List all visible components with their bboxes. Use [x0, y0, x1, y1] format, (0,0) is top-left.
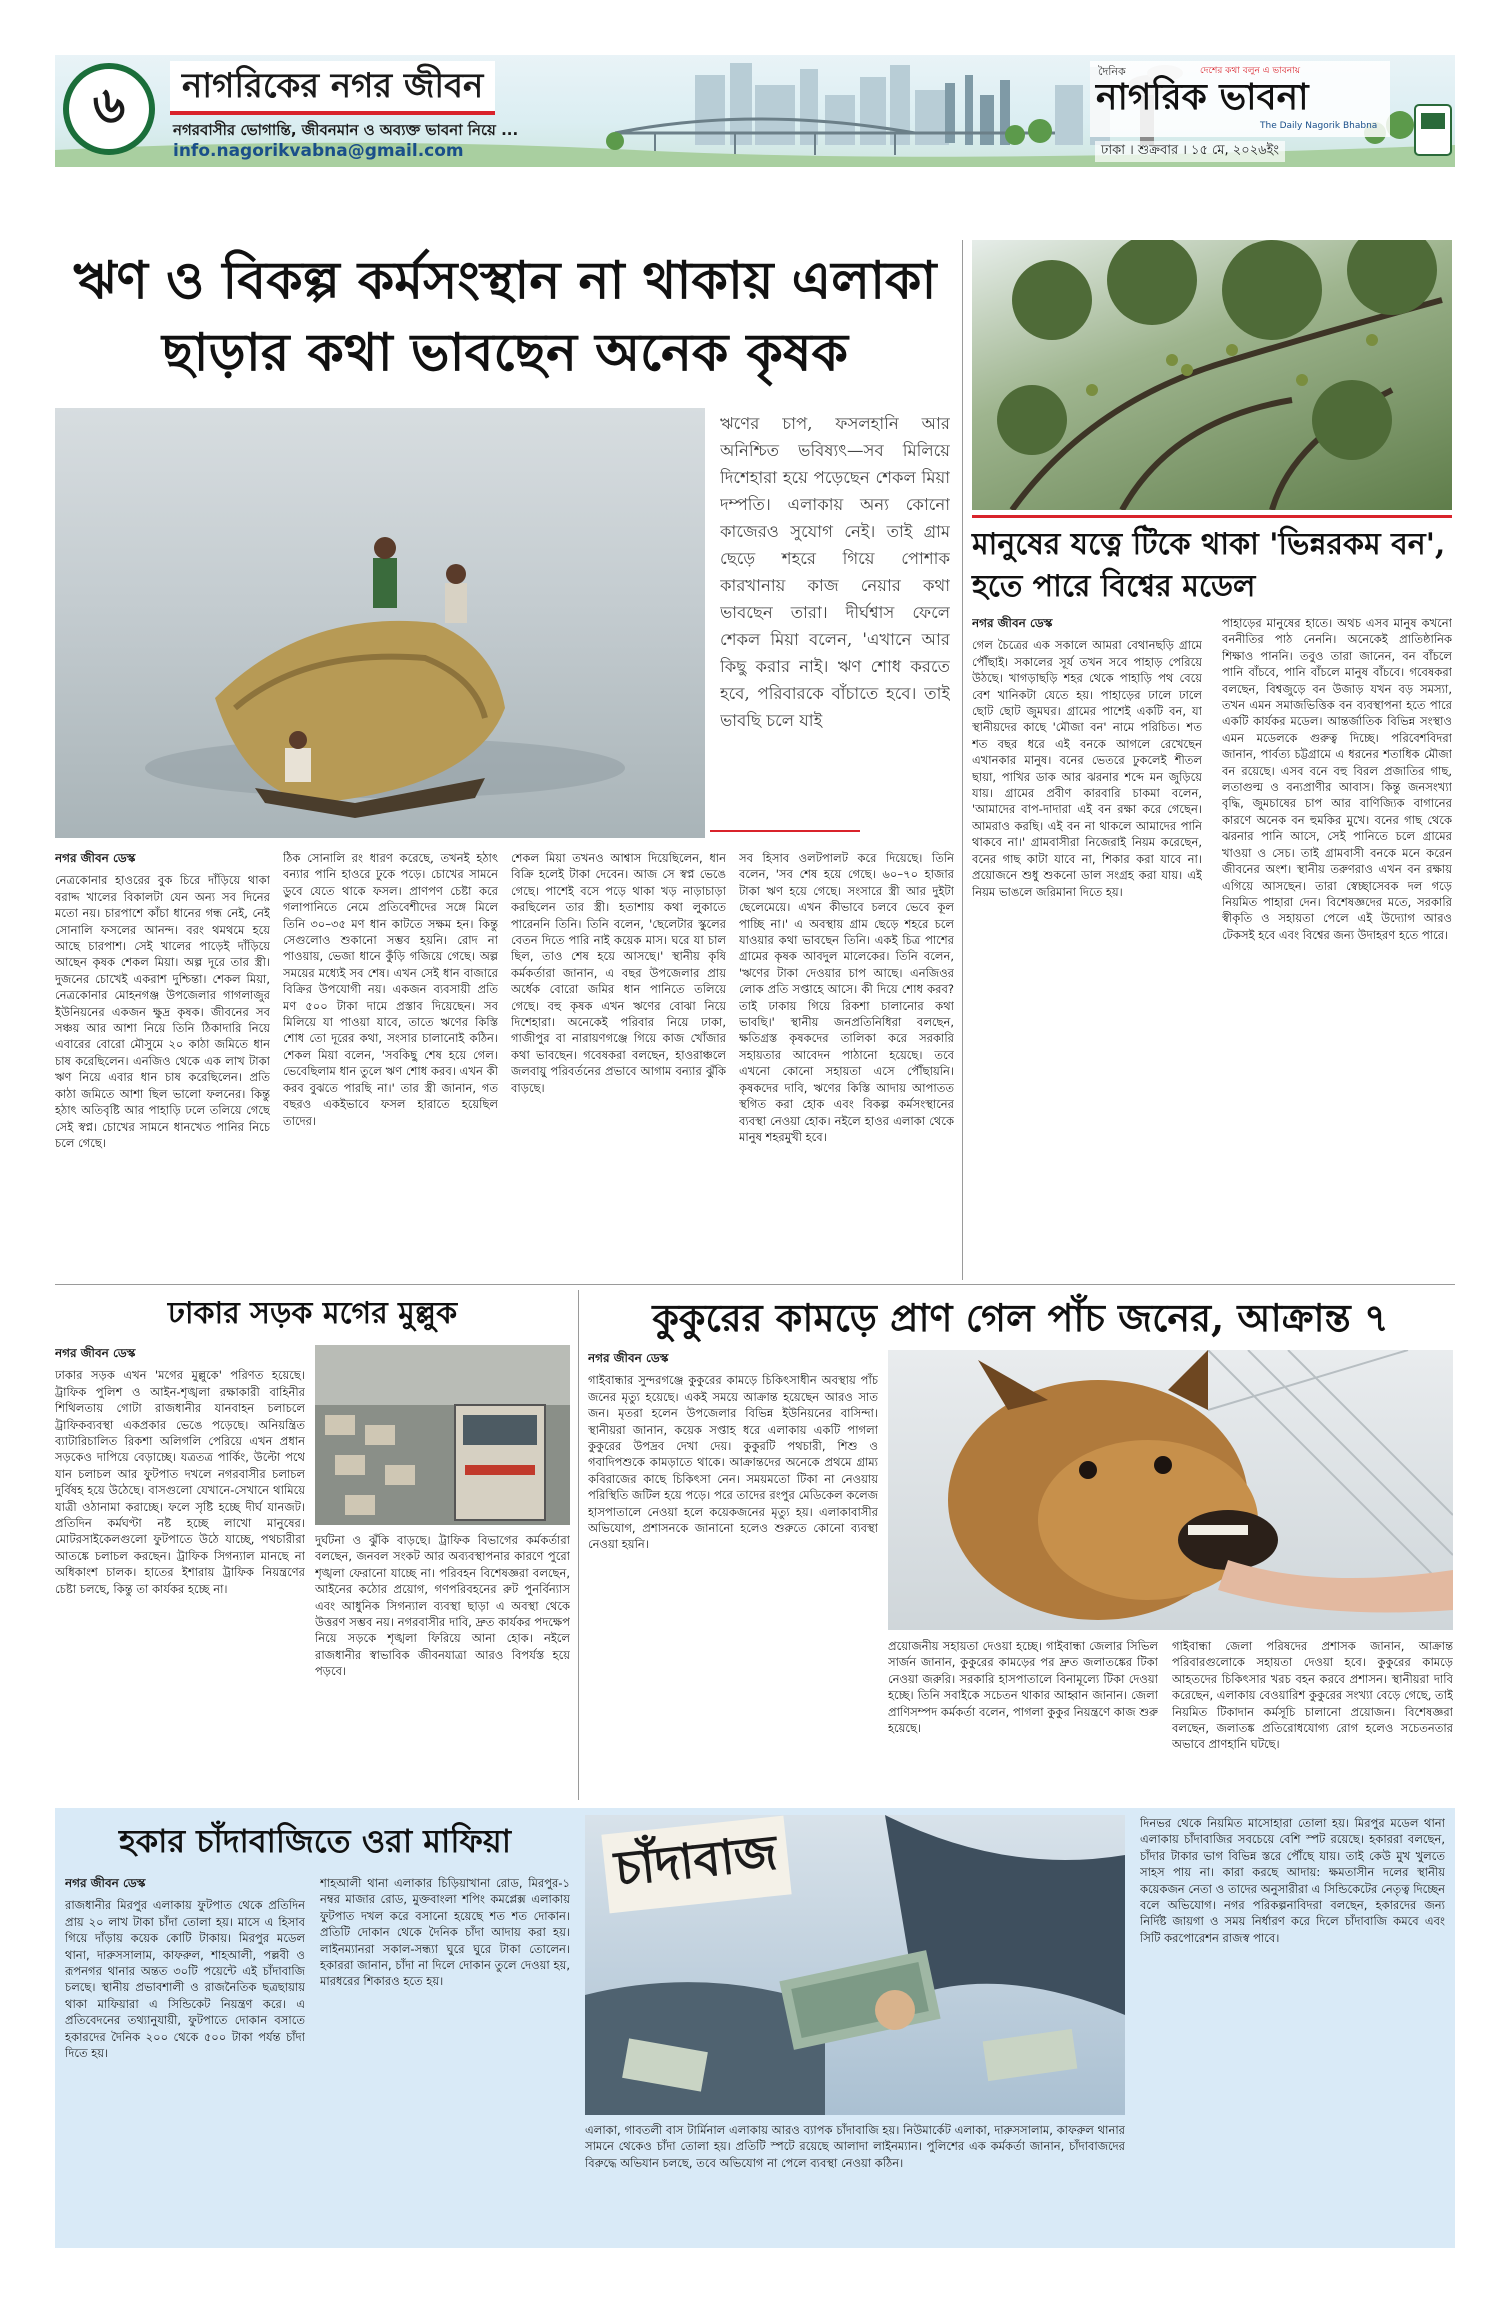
story5-column-3 — [585, 2122, 1125, 2240]
story4-byline: নগর জীবন ডেস্ক — [588, 1351, 669, 1365]
story1-text-4: সব হিসাব ওলটপালট করে দিয়েছে। তিনি বলেন, 'সব শেষ হয়ে গেছে। ৬০–৭০ হাজার টাকা ঋণ হয়ে গেছে। সংসারে স্ত্রী আর দুইটা ছেলেমেয়ে। এখন কীভাবে চলবে ভেবে কূল পাচ্ছি না।' এ অবস্থায় গ্রাম ছেড়ে শহরে চলে যাওয়ার কথা ভাবছেন তিনি। একই চিত্র পাশের গ্রামের কৃষক আবদুল মালেকের। তিনি বলেন, 'ঋণের টাকা দেওয়ার চাপ আছে। এনজিওর লোক প্রতি সপ্তাহে আসে। কী দিয়ে শোধ করব? তাই ঢাকায় গিয়ে রিকশা চালানোর কথা ভাবছি।' স্থানীয় জনপ্রতিনিধিরা বলছেন, ক্ষতিগ্রস্ত কৃষকদের তালিকা করে সরকারি সহায়তার আবেদন পাঠানো হয়েছে। তবে এখনো কোনো সহায়তা এসে পৌঁছায়নি। কৃষকদের দাবি, ঋণের কিস্তি আদায় আপাতত স্থগিত করা হোক এবং বিকল্প কর্মসংস্থানের ব্যবস্থা নেওয়া হোক। নইলে হাওর এলাকা থেকে মানুষ শহরমুখী হবে। — [739, 851, 954, 1144]
story1-column-3 — [511, 850, 726, 1275]
boat-with-hay-illustration — [55, 408, 705, 838]
story1-column-2 — [283, 850, 498, 1275]
story4-headline: কুকুরের কামড়ে প্রাণ গেল পাঁচ জনের, আক্রান্ত ৭ — [652, 1295, 1389, 1340]
newspaper-masthead — [1090, 61, 1390, 137]
story5-text-3: এলাকা, গাবতলী বাস টার্মিনাল এলাকায় আরও ব্যাপক চাঁদাবাজি হয়। নিউমার্কেট এলাকা, দারুসসালাম, কাফরুল থানার সামনে থেকেও চাঁদা তোলা হয়। প্রতিটি স্পটে রয়েছে আলাদা লাইনম্যান। পুলিশের এক কর্মকর্তা জানান, চাঁদাবাজদের বিরুদ্ধে অভিযান চলছে, তবে অভিযোগ না পেলে ব্যবস্থা নেওয়া কঠিন। — [585, 2123, 1125, 2170]
story1-headline-line1: ঋণ ও বিকল্প কর্মসংস্থান না থাকায় এলাকা — [73, 250, 937, 311]
story1-pullquote: ঋণের চাপ, ফসলহানি আর অনিশ্চিত ভবিষ্যৎ—সব মিলিয়ে দিশেহারা হয়ে পড়েছেন শেকল মিয়া দম্পতি। এলাকায় অন্য কোনো কাজেরও সুযোগ নেই। তাই গ্রাম ছেড়ে শহরে গিয়ে পোশাক কারখানায় কাজ নেয়ার কথা ভাবছেন তারা। দীর্ঘশ্বাস ফেলে শেকল মিয়া বলেন, 'এখানে আর কিছু করার নাই। ঋণ শোধ করতে হবে, পরিবারকে বাঁচাতে হবে। তাই ভাবছি চলে যাই — [720, 414, 950, 730]
story3-text-1: ঢাকার সড়ক এখন 'মগের মুল্লুকে' পরিণত হয়েছে। ট্রাফিক পুলিশ ও আইন-শৃঙ্খলা রক্ষাকারী বাহিনীর শিথিলতায় গোটা রাজধানীর যানবাহন চলাচলে ট্রাফিকব্যবস্থা একপ্রকার ভেঙে পড়েছে। অনিয়ন্ত্রিত ব্যাটারিচালিত রিকশা অলিগলি পেরিয়ে এখন প্রধান সড়কেও দাপিয়ে বেড়াচ্ছে। যত্রতত্র পার্কিং, উল্টো পথে যান চলাচল আর ফুটপাত দখলে নগরবাসীর চলাচল দুর্বিষহ হয়ে উঠেছে। বাসগুলো যেখানে-সেখানে থামিয়ে যাত্রী ওঠানামা করাচ্ছে। ফলে সৃষ্টি হচ্ছে দীর্ঘ যানজট। প্রতিদিন কর্মঘণ্টা নষ্ট হচ্ছে লাখো মানুষের। মোটরসাইকেলগুলো ফুটপাতে উঠে যাচ্ছে, পথচারীরা আতঙ্কে চলাচল করছেন। ট্রাফিক সিগন্যাল মানছে না অধিকাংশ চালক। হাতের ইশারায় ট্রাফিক নিয়ন্ত্রণের চেষ্টা চলছে, কিন্তু তা কার্যকর হচ্ছে না। — [55, 1368, 305, 1596]
story3-byline: নগর জীবন ডেস্ক — [55, 1346, 136, 1360]
divider-horizontal-1 — [55, 1284, 1455, 1285]
story5-column-2 — [320, 1875, 570, 2240]
paper-name: নাগরিক ভাবনা — [1096, 76, 1309, 118]
story4-photo-angry-dog — [888, 1350, 1453, 1630]
story4-text-2: প্রয়োজনীয় সহায়তা দেওয়া হচ্ছে। গাইবান্ধা জেলার সিভিল সার্জন জানান, কুকুরের কামড়ের পর দ্রুত জলাতঙ্কের টিকা নেওয়া জরুরি। সরকারি হাসপাতালে বিনামূল্যে টিকা দেওয়া হচ্ছে। তিনি সবাইকে সচেতন থাকার আহ্বান জানান। জেলা প্রাণিসম্পদ কর্মকর্তা বলেন, পাগলা কুকুর নিয়ন্ত্রণে কাজ শুরু হয়েছে। — [888, 1639, 1158, 1736]
page-number: ৬ — [92, 74, 126, 134]
story1-headline-line2: ছাড়ার কথা ভাবছেন অনেক কৃষক — [162, 322, 848, 383]
dateline: ঢাকা । শুক্রবার । ১৫ মে, ২০২৬ইং — [1095, 141, 1285, 162]
pullquote-accent-line — [710, 830, 860, 832]
story3-headline: ঢাকার সড়ক মগের মুল্লুক — [167, 1296, 458, 1331]
story3-text-2: দুর্ঘটনা ও ঝুঁকি বাড়ছে। ট্রাফিক বিভাগের কর্মকর্তারা বলছেন, জনবল সংকট আর অব্যবস্থাপনার কারণে পুরো শৃঙ্খলা ফেরানো যাচ্ছে না। পরিবহন বিশেষজ্ঞরা বলছেন, আইনের কঠোর প্রয়োগ, গণপরিবহনের রুট পুনর্বিন্যাস এবং আধুনিক সিগন্যাল ব্যবস্থা ছাড়া এ অবস্থা থেকে উত্তরণ সম্ভব নয়। নগরবাসীর দাবি, দ্রুত কার্যকর পদক্ষেপ নিয়ে সড়কে শৃঙ্খলা ফিরিয়ে আনা হোক। নইলে রাজধানীর স্বাভাবিক জীবনযাত্রা আরও বিপর্যস্ত হয়ে পড়বে। — [315, 1533, 570, 1679]
story2-photo-forest-canopy — [972, 240, 1452, 510]
story2-column-1 — [972, 615, 1202, 1275]
story5-column-1 — [65, 1875, 305, 2240]
story2-byline: নগর জীবন ডেস্ক — [972, 616, 1053, 630]
illustration-title: চাঁদাবাজ — [601, 1816, 791, 1914]
story1-text-2: ঠিক সোনালি রং ধারণ করেছে, তখনই হঠাৎ বন্যার পানি হাওরে ঢুকে পড়ে। চোখের সামনে ডুবে যেতে থাকে ফসল। প্রাণপণ চেষ্টা করে গলাপানিতে নেমে প্রতিবেশীদের সঙ্গে মিলে তিনি ৩০–৩৫ মণ ধান কাটতে সক্ষম হন। কিন্তু সেগুলোও শুকানো সম্ভব হয়নি। রোদ না পাওয়ায়, ভেজা ধানে কুঁড়ি গজিয়ে গেছে। অল্প সময়ের মধ্যেই সব শেষ। এখন সেই ধান বাজারে বিক্রির উপযোগী নয়। একজন ব্যবসায়ী প্রতি মণ ৫০০ টাকা দামে প্রস্তাব দিয়েছেন। সব মিলিয়ে যা পাওয়া যাবে, তাতে ঋণের কিস্তি শোধ তো দূরের কথা, সংসার চালানোই কঠিন। শেকল মিয়া বলেন, 'সবকিছু শেষ হয়ে গেল। ভেবেছিলাম ধান তুলে ঋণ শোধ করব। এখন কী করব বুঝতে পারছি না।' তার স্ত্রী জানান, গত বছরও একইভাবে ফসল হারাতে হয়েছিল তাদের। — [283, 851, 498, 1128]
story5-headline: হকার চাঁদাবাজিতে ওরা মাফিয়া — [118, 1822, 512, 1860]
story5-text-1: রাজধানীর মিরপুর এলাকায় ফুটপাত থেকে প্রতিদিন প্রায় ২০ লাখ টাকা চাঁদা তোলা হয়। মাসে এ হিসাব গিয়ে দাঁড়ায় কয়েক কোটি টাকায়। মিরপুর মডেল থানা, দারুসসালাম, কাফরুল, শাহআলী, পল্লবী ও রূপনগর থানার অন্তত ৩০টি পয়েন্টে এই চাঁদাবাজি চলছে। স্থানীয় প্রভাবশালী ও রাজনৈতিক ছত্রছায়ায় থাকা মাফিয়ারা এ সিন্ডিকেট নিয়ন্ত্রণ করে। এ প্রতিবেদনের তথ্যানুযায়ী, ফুটপাতে দোকান বসাতে হকারদের দৈনিক ২০০ থেকে ৫০০ টাকা পর্যন্ত চাঁদা দিতে হয়। — [65, 1898, 305, 2061]
page-number-badge — [63, 63, 155, 155]
story5-text-4: দিনভর থেকে নিয়মিত মাসোহারা তোলা হয়। মিরপুর মডেল থানা এলাকায় চাঁদাবাজির সবচেয়ে বেশি স্পট রয়েছে। হকাররা বলছেন, চাঁদার টাকার ভাগ বিভিন্ন স্তরে পৌঁছে যায়। তাই কেউ মুখ খুলতে সাহস পায় না। কারা করছে আদায়: ক্ষমতাসীন দলের স্থানীয় কয়েকজন নেতা ও তাদের অনুসারীরা এ সিন্ডিকেটের নেতৃত্ব দিচ্ছেন বলে অভিযোগ। নগর পরিকল্পনাবিদরা বলছেন, হকারদের জন্য নির্দিষ্ট জায়গা ও সময় নির্ধারণ করে দিলে চাঁদাবাজি কমবে এবং সিটি করপোরেশন রাজস্ব পাবে। — [1140, 1816, 1445, 1945]
section-title: নাগরিকের নগর জীবন — [170, 61, 495, 115]
story4-text-3: গাইবান্ধা জেলা পরিষদের প্রশাসক জানান, আক্রান্ত পরিবারগুলোকে সহায়তা দেওয়া হবে। কুকুরের কামড়ে আহতদের চিকিৎসার খরচ বহন করবে প্রশাসন। স্থানীয়রা দাবি করেছেন, এলাকায় বেওয়ারিশ কুকুরের সংখ্যা বেড়ে গেছে, তাই নিয়মিত টিকাদান কর্মসূচি চালানো প্রয়োজন। বিশেষজ্ঞরা বলছেন, জলাতঙ্ক প্রতিরোধযোগ্য রোগ হলেও সচেতনতার অভাবে প্রাণহানি ঘটছে। — [1172, 1639, 1453, 1752]
story2-headline: মানুষের যত্নে টিকে থাকা 'ভিন্নরকম বন', হতে পারে বিশ্বের মডেল — [972, 515, 1452, 608]
story5-illustration-extortion — [585, 1815, 1125, 2115]
story5-text-2: শাহআলী থানা এলাকার চিড়িয়াখানা রোড, মিরপুর-১ নম্বর মাজার রোড, মুক্তবাংলা শপিং কমপ্লেক্স এলাকায় ফুটপাত দখল করে বসানো হয়েছে শত শত দোকান। প্রতিটি দোকান থেকে দৈনিক চাঁদা আদায় করা হয়। লাইনম্যানরা সকাল-সন্ধ্যা ঘুরে ঘুরে টাকা তোলেন। হকাররা জানান, চাঁদা না দিলে দোকান তুলে দেওয়া হয়, মারধরের শিকারও হতে হয়। — [320, 1876, 570, 1989]
divider-vertical-2 — [578, 1290, 579, 1800]
story1-text-1: নেত্রকোনার হাওরের বুক চিরে দাঁড়িয়ে থাকা বরাদ্দ খালের বিকালটা যেন অন্য সব দিনের মতো নয়। চারপাশে কাঁচা ধানের গন্ধ নেই, নেই সোনালি ফসলের আনন্দ। বরং থমথমে হয়ে আছে চারপাশ। সেই খালের পাড়েই দাঁড়িয়ে আছেন কৃষক শেকল মিয়া। অল্প দূরে তার স্ত্রী। দুজনের চোখেই একরাশ দুশ্চিন্তা। শেকল মিয়া, নেত্রকোনার মোহনগঞ্জ উপজেলার গাগলাজুর ইউনিয়নের একজন ক্ষুদ্র কৃষক। জীবনের সব সঞ্চয় আর আশা নিয়ে তিনি ঠিকাদারি নিয়ে এবারের বোরো মৌসুমে ২০ কাঠা জমিতে ধান চাষ করেছিলেন। এনজিও থেকে এক লাখ টাকা ঋণ নিয়ে এবার ধান চাষ করেছিলেন। প্রতি কাঠা জমিতে আশা ছিল ভালো ফলনের। কিন্তু হঠাৎ অতিবৃষ্টি আর পাহাড়ি ঢলে তলিয়ে গেছে সেই স্বপ্ন। চোখের সামনে ধানখেত পানির নিচে চলে গেছে। — [55, 873, 270, 1150]
story3-column-2 — [315, 1532, 570, 1800]
paper-slogan: দেশের কথা বলুন এ ভাবনায় — [1200, 66, 1300, 76]
tree-branches-illustration — [972, 240, 1452, 510]
story2-text-1: গেল চৈত্রের এক সকালে আমরা বেথানছড়ি গ্রামে পৌঁছাই। সকালের সূর্য তখন সবে পাহাড় পেরিয়ে উঠছে। খাগড়াছড়ি শহর থেকে পাহাড়ি পথ বেয়ে বেশ খানিকটা যেতে হয়। পাহাড়ের ঢালে ঢালে ছোট ছোট জুমঘর। গ্রামের পাশেই একটি বন, যা স্থানীয়দের কাছে 'মৌজা বন' নামে পরিচিত। শত শত বছর ধরে এই বনকে আগলে রেখেছেন এখানকার মানুষ। বনের ভেতরে ঢুকলেই শীতল ছায়া, পাখির ডাক আর ঝরনার শব্দে মন জুড়িয়ে যায়। গ্রামের প্রবীণ কারবারি চাকমা বলেন, 'আমাদের বাপ-দাদারা এই বন রক্ষা করে গেছেন। আমরাও করছি। এই বন না থাকলে আমাদের পানি থাকবে না।' গ্রামবাসীরা নিজেরাই নিয়ম করেছেন, বনের গাছ কাটা যাবে না, শিকার করা যাবে না। প্রয়োজনে শুধু শুকনো ডাল সংগ্রহ করা যায়। এই নিয়ম ভাঙলে জরিমানা দিতে হয়। — [972, 638, 1202, 899]
story1-photo-farmers-boat — [55, 408, 705, 838]
story4-text-1: গাইবান্ধার সুন্দরগঞ্জে কুকুরের কামড়ে চিকিৎসাধীন অবস্থায় পাঁচ জনের মৃত্যু হয়েছে। একই সময়ে আক্রান্ত হয়েছেন আরও সাত জন। মৃতরা হলেন উপজেলার বিভিন্ন ইউনিয়নের বাসিন্দা। স্থানীয়রা জানান, কয়েক সপ্তাহ ধরে এলাকায় একটি পাগলা কুকুরের উপদ্রব দেখা দেয়। কুকুরটি পথচারী, শিশু ও গবাদিপশুকে কামড়াতে থাকে। আক্রান্তদের অনেকে প্রথমে গ্রাম্য কবিরাজের কাছে চিকিৎসা নেন। সময়মতো টিকা না নেওয়ায় পরিস্থিতি জটিল হয়ে পড়ে। পরে তাদের রংপুর মেডিকেল কলেজ হাসপাতালে নেওয়া হলে কয়েকজনের মৃত্যু হয়। এলাকাবাসীর অভিযোগ, প্রশাসনকে জানানো হলেও শুরুতে কোনো ব্যবস্থা নেওয়া হয়নি। — [588, 1373, 878, 1552]
paper-english-name: The Daily Nagorik Bhabna — [1260, 121, 1378, 131]
paper-prefix: দৈনিক — [1098, 65, 1126, 78]
story2-column-2 — [1222, 615, 1452, 1275]
section-tagline: নগরবাসীর ভোগান্তি, জীবনমান ও অব্যক্ত ভাবনা নিয়ে ... — [173, 121, 519, 139]
story2-text-2: পাহাড়ের মানুষের হাতে। অথচ এসব মানুষ কখনো বননীতির পাঠ নেননি। অনেকেই প্রাতিষ্ঠানিক শিক্ষাও পাননি। তবুও তারা জানেন, বন বাঁচলে পানি বাঁচবে, পানি বাঁচলে মানুষ বাঁচবে। গবেষকরা বলছেন, বিশ্বজুড়ে বন উজাড় যখন বড় সমস্যা, তখন এমন সমাজভিত্তিক বন ব্যবস্থাপনা হতে পারে একটি কার্যকর মডেল। আন্তর্জাতিক বিভিন্ন সংস্থাও এমন মডেলকে গুরুত্ব দিচ্ছে। পরিবেশবিদরা জানান, পার্বত্য চট্টগ্রামে এ ধরনের শতাধিক মৌজা বন রয়েছে। এসব বনে বহু বিরল প্রজাতির গাছ, লতাগুল্ম ও বন্যপ্রাণীর আবাস। কিন্তু জনসংখ্যা বৃদ্ধি, জুমচাষের চাপ আর বাণিজ্যিক বাগানের কারণে অনেক বন হুমকির মুখে। বনের গাছ থেকে ঝরনার পানি আসে, সেই পানিতে চলে গ্রামের খাওয়া ও সেচ। তাই গ্রামবাসী বনকে মনে করেন জীবনের অংশ। স্থানীয় তরুণরাও এখন বন রক্ষায় এগিয়ে আসছেন। তারা স্বেচ্ছাসেবক দল গড়ে নিয়মিত পাহারা দেন। বিশেষজ্ঞদের মতে, সরকারি স্বীকৃতি ও সহায়তা পেলে এই উদ্যোগ আরও টেকসই হবে এবং বিশ্বের জন্য উদাহরণ হতে পারে। — [1222, 616, 1452, 942]
story3-column-1 — [55, 1345, 305, 1800]
story5-byline: নগর জীবন ডেস্ক — [65, 1876, 146, 1890]
header-banner — [55, 55, 1455, 167]
divider-vertical-main — [962, 240, 963, 1280]
story5-column-4 — [1140, 1815, 1445, 2240]
dog-biting-hand-illustration — [888, 1350, 1453, 1630]
contact-email: info.nagorikvabna@gmail.com — [173, 141, 464, 161]
story3-photo-traffic-jam — [315, 1345, 570, 1525]
story4-column-2 — [888, 1638, 1158, 1800]
story1-text-3: শেকল মিয়া তখনও আশ্বাস দিয়েছিলেন, ধান বিক্রি হলেই টাকা দেবেন। আজ সে স্বপ্ন ভেঙে গেছে। পাশেই বসে পড়ে থাকা খড় নাড়াচাড়া করছিলেন তার স্ত্রী। হতাশায় কথা লুকাতে পারেননি তিনি। তিনি বলেন, 'ছেলেটার স্কুলের বেতন দিতে পারি নাই কয়েক মাস। ঘরে যা চাল ছিল, তাও শেষ হয়ে আসছে।' স্থানীয় কৃষি কর্মকর্তারা জানান, এ বছর উপজেলার প্রায় অর্ধেক বোরো জমির ধান পানিতে তলিয়ে গেছে। বহু কৃষক এখন ঋণের বোঝা নিয়ে দিশেহারা। অনেকেই পরিবার নিয়ে ঢাকা, গাজীপুর বা নারায়ণগঞ্জে গিয়ে কাজ খোঁজার কথা ভাবছেন। গবেষকরা বলছেন, হাওরাঞ্চলে জলবায়ু পরিবর্তনের প্রভাবে আগাম বন্যার ঝুঁকি বাড়ছে। — [511, 851, 726, 1095]
story4-column-1 — [588, 1350, 878, 1800]
story1-column-4 — [739, 850, 954, 1275]
story1-column-1 — [55, 850, 270, 1275]
traffic-illustration — [315, 1345, 570, 1525]
story1-byline: নগর জীবন ডেস্ক — [55, 851, 136, 865]
story4-column-3 — [1172, 1638, 1453, 1800]
